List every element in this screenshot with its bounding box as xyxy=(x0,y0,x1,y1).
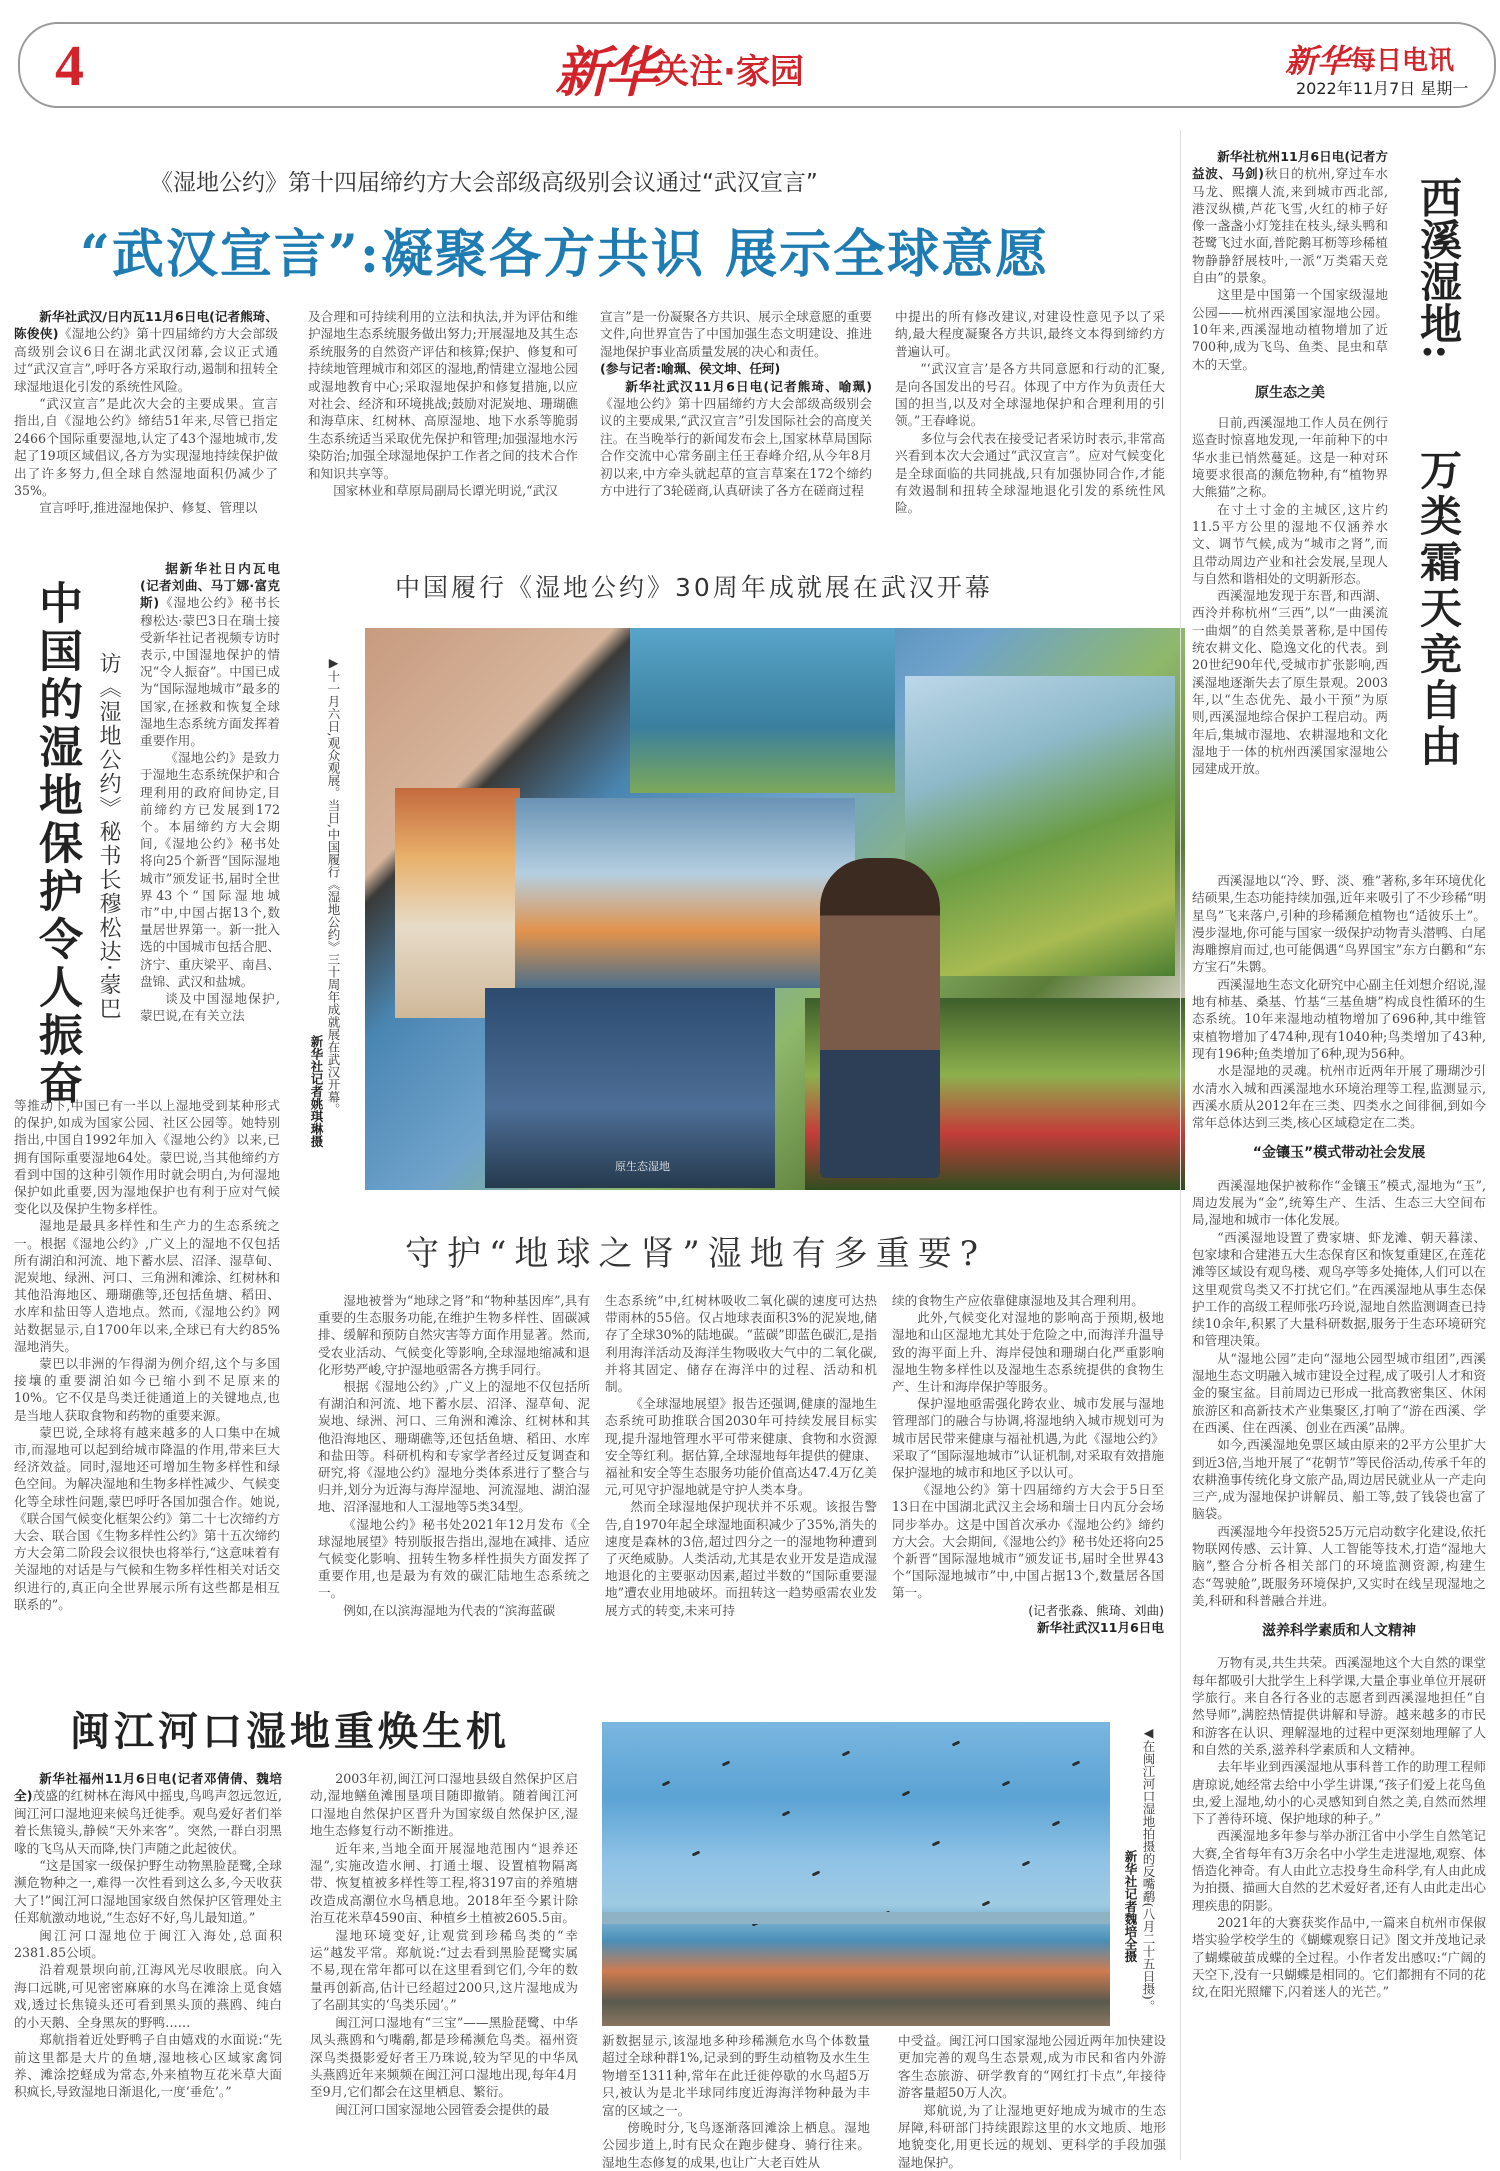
visitor-figure xyxy=(820,858,940,1178)
lead-column-2: 及合理和可持续利用的立法和执法,并为评估和维护湿地生态系统服务做出努力;开展湿地及其生态系统服务的自然资产评估和核算;保护、修复和可持续地管理城市和郊区的湿地,酌情建立湿地公园或湿地教育中心;采取湿地保护和修复措施,以应对社会、经济和环境挑战;鼓励对泥炭地、珊瑚礁和海草床、红树林、高原湿地、地下水系等脆弱生态系统适当采取优先保护和管理;加强湿地水污染防治;加强全球湿地保护工作者之间的技术合作和知识共享等。 国家林业和草原局副局长谭光明说,“武汉 xyxy=(308,309,578,499)
exhibition-photo xyxy=(365,628,1185,1190)
interview-title: 中国的湿地保护令人振奋 xyxy=(31,580,82,1108)
dateline: 新华社武汉11月6日电(记者熊琦、喻珮) xyxy=(625,378,872,394)
lead-column-3: 宣言”是一份凝聚各方共识、展示全球意愿的重要文件,向世界宣告了中国加强生态文明建设、推进湿地保护事业高质量发展的决心和责任。 (参与记者:喻珮、侯文坤、任珂) 新华社武汉11月6日电(记者熊琦、喻珮)《湿地公约》第十四届缔约方大会部级高级别会议的主要成果,“武汉宣言”引发国际社会的高度关注。在当晚举行的新闻发布会上,国家林草局国际合作交流中心常务副主任王春峰介绍,从今年8月初以来,中方牵头就起草的宣言草案在172个缔约方中进行了3轮磋商,认真研读了各方在磋商过程 xyxy=(600,309,872,499)
photo-caption: ▶十一月六日,观众观展。当日,中国履行《湿地公约》三十周年成就展在武汉开幕。 xyxy=(326,655,341,1116)
lead-kicker: 《湿地公约》第十四届缔约方大会部级高级别会议通过“武汉宣言” xyxy=(150,170,818,196)
xixi-subhead-1: 原生态之美 xyxy=(1255,384,1325,401)
dateline: 据新华社日内瓦电(记者刘曲、马丁娜·富克斯) xyxy=(140,561,280,611)
minjiang-title: 闽江河口湿地重焕生机 xyxy=(70,1708,510,1755)
xixi-title-top: 西溪湿地: xyxy=(1414,176,1463,360)
birds-photo-caption: ◀在闽江河口湿地拍摄的反嘴鹬(八月二十五日摄)。 xyxy=(1141,1725,1156,2013)
interview-subtitle: 访《湿地公约》秘书长穆松达·蒙巴 xyxy=(96,652,121,1021)
xinhua-logo: 新华 xyxy=(555,40,655,104)
interview-column-bottom: 等推动下,中国已有一半以上湿地受到某种形式的保护,如成为国家公园、社区公园等。她特别指出,中国自1992年加入《湿地公约》以来,已拥有国际重要湿地64处。蒙巴说,当其他缔约方看到中国的这种引领作用时就会明白,为何湿地保护如此重要,因为湿地保护也有利于应对气候变化以及保护生物多样性。 湿地是最具多样性和生产力的生态系统之一。根据《湿地公约》,广义上的湿地不仅包括所有湖泊和河流、地下蓄水层、沼泽、湿草甸、泥炭地、绿洲、河口、三角洲和滩涂、红树林和其他沿海地区、珊瑚礁等,还包括鱼塘、稻田、水库和盐田等人造地点。然而,《湿地公约》网站数据显示,自1700年以来,全球已有大约85%湿地消失。 蒙巴以非洲的乍得湖为例介绍,这个与多国接壤的重要湖泊如今已缩小到不足原来的10%。它不仅是鸟类迁徙通道上的关键地点,也是当地人获取食物和药物的重要来源。 蒙巴说,全球将有越来越多的人口集中在城市,而湿地可以起到给城市降温的作用,带来巨大经济效益。同时,湿地还可增加生物多样性和绿色空间。为解决湿地和生物多样性减少、气候变化等全球性问题,蒙巴呼吁各国加强合作。她说,《联合国气候变化框架公约》第二十七次缔约方大会、联合国《生物多样性公约》第十五次缔约方大会第二阶段会议很快也将举行,“这意味着有关湿地的对话是与气候和生物多样性相关对话交织进行的,真正向全世界展示所有这些都是相互联系的”。 xyxy=(14,1098,280,1612)
xixi-title-bottom: 万类霜天竞自由 xyxy=(1414,448,1463,770)
kidney-credit: (记者张淼、熊琦、刘曲) xyxy=(1028,1602,1164,1618)
panel-label: 原生态湿地 xyxy=(615,1160,670,1173)
birds-photo xyxy=(602,1722,1110,2026)
photo-panel-sunset xyxy=(515,798,855,988)
paper-logo: 新华 xyxy=(1285,42,1350,80)
kidney-story-title: 守护“地球之肾”湿地有多重要? xyxy=(405,1234,986,1274)
minjiang-column-2: 2003年初,闽江河口湿地县级自然保护区启动,湿地鳝鱼滩围垦项目随即撤销。随着闽江河口湿地自然保护区晋升为国家级自然保护区,湿地生态修复行动不断推进。 近年来,当地全面开展湿地范围内“退养还湿”,实施改造水闸、打通土堰、设置植物隔离带、恢复植被多样性等工程,将3197亩的养殖塘改造成高潮位水鸟栖息地。2018年至今累计除治互花米草4590亩、种植乡土植被2605.5亩。 湿地环境变好,让观赏到珍稀鸟类的“幸运”越发平常。郑航说:“过去看到黑脸琵鹭实属不易,现在常年都可以在这里看到它们,今年的数量再创新高,估计已经超过200只,这片湿地成为了名副其实的‘鸟类乐园’。” 闽江河口湿地有“三宝”——黑脸琵鹭、中华凤头燕鸥和勺嘴鹬,都是珍稀濒危鸟类。福州资深鸟类摄影爱好者王乃珠说,较为罕见的中华凤头燕鸥近年来频频在闽江河口湿地出现,每年4月至9月,它们都会在这里栖息、繁衍。 闽江河口国家湿地公园管委会提供的最 xyxy=(310,1771,578,2117)
paper-name: 每日电讯 xyxy=(1350,46,1455,76)
minjiang-column-4: 中受益。闽江河口国家湿地公园近两年加快建设更加完善的观鸟生态景观,成为市民和省内外游客生态旅游、研学教育的“网红打卡点”,年接待游客量超50万人次。 郑航说,为了让湿地更好地成为城市的生态屏障,科研部门持续跟踪这里的水文地质、地形地貌变化,用更长远的规划、更科学的手段加强湿地保护。 xyxy=(898,2033,1166,2170)
dateline: 新华社福州11月6日电(记者邓倩倩、魏培全) xyxy=(14,1771,282,1804)
minjiang-column-3: 新数据显示,该湿地多种珍稀濒危水鸟个体数量超过全球种群1%,记录到的野生动植物及水生生物增至1311种,常年在此迁徙停歇的水鸟超5万只,被认为是北半球同纬度近海海洋物种最为丰富的区域之一。 傍晚时分,飞鸟逐渐落回滩涂上栖息。湿地公园步道上,时有民众在跑步健身、骑行往来。湿地生态修复的成果,也让广大老百姓从 xyxy=(602,2033,870,2170)
issue-date: 2022年11月7日 星期一 xyxy=(1296,79,1469,98)
xixi-column-top: 新华社杭州11月6日电(记者方益波、马剑)秋日的杭州,穿过车水马龙、熙攘人流,来到城市西北部,港汊纵横,芦花飞雪,火红的柿子好像一盏盏小灯笼挂在枝头,绿头鸭和苍鹭飞过水面,普陀鹅耳枥等珍稀植物静静舒展枝叶,一派“万类霜天竞自由”的景象。 这里是中国第一个国家级湿地公园——杭州西溪国家湿地公园。10年来,西溪湿地动植物增加了近700种,成为飞鸟、鱼类、昆虫和草木的天堂。 原生态之美 日前,西溪湿地工作人员在例行巡查时惊喜地发现,一年前种下的中华水韭已悄然蔓延。这是一种对环境要求很高的濒危物种,有“植物界大熊猫”之称。 在寸土寸金的主城区,这片约11.5平方公里的湿地不仅涵养水文、调节气候,成为“城市之肾”,而且带动周边产业和社会发展,呈现人与自然和谐相处的文明新形态。 西溪湿地发现于东晋,和西湖、西泠并称杭州“三西”,以“一曲溪流一曲烟”的自然美景著称,是中国传统农耕文化、隐逸文化的代表。到20世纪90年代,受城市扩张影响,西溪湿地逐渐失去了原生景观。2003年,以“生态优先、最小干预”为原则,西溪湿地综合保护工程启动。两年后,集城市湿地、农耕湿地和文化湿地于一体的杭州西溪国家湿地公园建成开放。 xyxy=(1192,149,1388,777)
dateline: 新华社杭州11月6日电(记者方益波、马剑) xyxy=(1192,149,1388,182)
column-divider xyxy=(1180,130,1181,2160)
section-title: 关注·家园 xyxy=(655,52,804,92)
minjiang-column-1: 新华社福州11月6日电(记者邓倩倩、魏培全)茂盛的红树林在海风中摇曳,鸟鸣声忽远忽近,闽江河口湿地迎来候鸟迁徙季。观鸟爱好者们举着长焦镜头,静候“天外来客”。突然,一群白羽黑喙的飞鸟从天而降,快门声随之此起彼伏。 “这是国家一级保护野生动物黑脸琵鹭,全球濒危物种之一,难得一次性看到这么多,今天收获大了!”闽江河口湿地国家级自然保护区管理处主任郑航激动地说,“生态好不好,鸟儿最知道。” 闽江河口湿地位于闽江入海处,总面积2381.85公顷。 沿着观景坝向前,江海风光尽收眼底。向入海口远眺,可见密密麻麻的水鸟在滩涂上觅食嬉戏,透过长焦镜头还可看到黑头顶的燕鸥、纯白的小天鹅、全身黑灰的野鸭…… 郑航指着近处野鸭子自由嬉戏的水面说:“先前这里都是大片的鱼塘,湿地核心区域家禽饲养、滩涂挖蛏成为常态,外来植物互花米草大面积疯长,导致湿地日渐退化,一度‘垂危’。” xyxy=(14,1771,282,2100)
lead-headline: “武汉宣言”:凝聚各方共识 展示全球意愿 xyxy=(80,224,1050,285)
page-number: 4 xyxy=(55,33,84,98)
xixi-subhead-3: 滋养科学素质和人文精神 xyxy=(1262,1623,1416,1640)
dateline: 新华社武汉/日内瓦11月6日电(记者熊琦、陈俊侠) xyxy=(14,309,278,342)
photo-panel-lake xyxy=(630,628,895,793)
kidney-column-1: 湿地被誉为“地球之肾”和“物种基因库”,具有重要的生态服务功能,在维护生物多样性、固碳减排、缓解和预防自然灾害等方面作用显著。然而,受农业活动、气候变化等影响,全球湿地缩减和退化形势严峻,守护湿地亟需各方携手同行。 根据《湿地公约》,广义上的湿地不仅包括所有湖泊和河流、地下蓄水层、沼泽、湿草甸、泥炭地、绿洲、河口、三角洲和滩涂、红树林和其他沿海地区、珊瑚礁等,还包括鱼塘、稻田、水库和盐田等。科研机构和专家学者经过反复调查和研究,将《湿地公约》湿地分类体系进行了整合与归并,划分为近海与海岸湿地、河流湿地、湖泊湿地、沼泽湿地和人工湿地等5类34型。 《湿地公约》秘书处2021年12月发布《全球湿地展望》特别版报告指出,湿地在减排、适应气候变化影响、扭转生物多样性损失方面发挥了重要作用,也是最为有效的碳汇陆地生态系统之一。 例如,在以滨海湿地为代表的“滨海蓝碳 xyxy=(318,1293,590,1618)
photo-panel-wetland-aerial xyxy=(905,676,1175,976)
kidney-column-3: 续的食物生产应依靠健康湿地及其合理利用。 此外,气候变化对湿地的影响高于预期,极地湿地和山区湿地尤其处于危险之中,而海洋升温导致的海平面上升、海岸侵蚀和珊瑚白化严重影响湿地生物多样性以及湿地生态系统提供的食物生产、生计和海岸保护等服务。 保护湿地亟需强化跨农业、城市发展与湿地管理部门的融合与协调,将湿地纳入城市规划可为城市居民带来健康与福祉机遇,为此《湿地公约》采取了“国际湿地城市”认证机制,对采取有效措施保护湿地的城市和地区予以认可。 《湿地公约》第十四届缔约方大会于5日至13日在中国湖北武汉主会场和瑞士日内瓦分会场同步举办。这是中国首次承办《湿地公约》缔约方大会。大会期间,《湿地公约》秘书处还将向25个新晋“国际湿地城市”颁发证书,届时全世界43个“国际湿地城市”中,中国占据13个,数量居各国第一。 (记者张淼、熊琦、刘曲) 新华社武汉11月6日电 xyxy=(892,1293,1164,1635)
kidney-column-2: 生态系统”中,红树林吸收二氧化碳的速度可达热带雨林的55倍。仅占地球表面积3%的泥炭地,储存了全球30%的陆地碳。“蓝碳”即蓝色碳汇,是指利用海洋活动及海洋生物吸收大气中的二氧化碳,并将其固定、储存在海洋中的过程、活动和机制。 《全球湿地展望》报告还强调,健康的湿地生态系统可助推联合国2030年可持续发展目标实现,提升湿地管理水平可带来健康、食物和水资源安全等红利。据估算,全球湿地每年提供的健康、福祉和安全等生态服务功能价值高达47.4万亿美元,可见守护湿地就是守护人类本身。 然而全球湿地保护现状并不乐观。该报告警告,自1970年起全球湿地面积减少了35%,消失的速度是森林的3倍,超过四分之一的湿地物种遭到了灭绝威胁。人类活动,尤其是农业开发是造成湿地退化的主要驱动因素,超过半数的“国际重要湿地”遭农业用地破坏。而扭转这一趋势亟需农业发展方式的转变,未来可持 xyxy=(605,1293,877,1618)
lead-column-4: 中提出的所有修改建议,对建设性意见予以了采纳,最大程度凝聚各方共识,最终文本得到缔约方普遍认可。 “‘武汉宣言’是各方共同意愿和行动的汇聚,是向各国发出的号召。体现了中方作为负责任大国的担当,以及对全球湿地保护和合理利用的引领。”王春峰说。 多位与会代表在接受记者采访时表示,非常高兴看到本次大会通过“武汉宣言”。应对气候变化是全球面临的共同挑战,只有加强协同合作,才能有效遏制和扭转全球湿地退化引发的系统性风险。 xyxy=(895,309,1165,516)
bridge xyxy=(602,1912,1110,1924)
xixi-column-bottom: 西溪湿地以“冷、野、淡、雅”著称,多年环境优化结硕果,生态功能持续加强,近年来吸引了不少珍稀“明星鸟”飞来落户,引种的珍稀濒危植物也“适彼乐土”。漫步湿地,你可能与国家一级保护动物青头潜鸭、白尾海雕擦肩而过,也可能偶遇“鸟界国宝”东方白鹳和“东方宝石”朱鹮。 西溪湿地生态文化研究中心副主任刘想介绍说,湿地有柿基、桑基、竹基“三基鱼塘”构成良性循环的生态系统。10年来湿地动植物增加了696种,其中维管束植物增加了474种,现有1040种;鸟类增加了43种,现有196种;鱼类增加了6种,现为56种。 水是湿地的灵魂。杭州市近两年开展了珊瑚沙引水清水入城和西溪湿地水环境治理等工程,监测显示,西溪水质从2012年在三类、四类水之间徘徊,到如今常年总体达到三类,核心区域稳定在二类。 “金镶玉”模式带动社会发展 西溪湿地保护被称作“金镶玉”模式,湿地为“玉”,周边发展为“金”,统筹生产、生活、生态三大空间布局,湿地和城市一体化发展。 “西溪湿地设置了费家塘、虾龙滩、朝天暮漾、包家埭和合建港五大生态保育区和恢复重建区,在莲花滩等区域设有观鸟楼、观鸟亭等多处掩体,人们可以在这里观赏鸟类又不打扰它们。”在西溪湿地从事生态保护工作的高级工程师张巧玲说,湿地自然监测调查已持续10余年,积累了大量科研数据,服务于生态环境研究和管理决策。 从“湿地公园”走向“湿地公园型城市组团”,西溪湿地生态文明融入城市建设全过程,成了吸引人才和资金的聚宝盆。目前周边已形成一批高教密集区、休闲旅游区和高新技术产业集聚区,打响了“游在西溪、学在西溪、住在西溪、创业在西溪”品牌。 如今,西溪湿地免票区域由原来的2平方公里扩大到近3倍,当地开展了“花朝节”等民俗活动,传承千年的农耕渔事传统化身文旅产品,周边居民就业从一产走向三产,成为湿地保护讲解员、船工等,鼓了钱袋也富了脑袋。 西溪湿地今年投资525万元启动数字化建设,依托物联网传感、云计算、人工智能等技术,打造“湿地大脑”,整合分析各相关部门的环境监测资源,构建生态“驾驶舱”,既服务环境保护,又实时在线呈现湿地之美,科研和科普融合并进。 滋养科学素质和人文精神 万物有灵,共生共荣。西溪湿地这个大自然的课堂每年都吸引大批学生上科学课,大量企事业单位开展研学旅行。来自各行各业的志愿者到西溪湿地担任“自然导师”,满腔热情提供讲解和导游。越来越多的市民和游客在认识、理解湿地的过程中更深刻地理解了人和自然的关系,滋养科学素质和人文精神。 去年毕业到西溪湿地从事科普工作的助理工程师唐琼说,她经常去给中小学生讲课,“孩子们爱上花鸟鱼虫,爱上湿地,幼小的心灵感知到自然之美,自然而然埋下了善待环境、保护地球的种子。” 西溪湿地多年参与举办浙江省中小学生自然笔记大赛,全省每年有3万余名中小学生走进湿地,观察、体悟造化神奇。有人由此立志投身生命科学,有人由此成为拍摄、描画大自然的艺术爱好者,还有人由此走出心理疾患的阴影。 2021年的大赛获奖作品中,一篇来自杭州市保俶塔实验学校学生的《蝴蝶观察日记》图文并茂地记录了蝴蝶破茧成蝶的全过程。小作者发出感叹:“广阔的天空下,没有一只蝴蝶是相同的。它们都拥有不同的花纹,在阳光照耀下,闪着迷人的光芒。” xyxy=(1192,873,1486,2000)
interview-column-top: 据新华社日内瓦电(记者刘曲、马丁娜·富克斯)《湿地公约》秘书长穆松达·蒙巴3日在瑞士接受新华社记者视频专访时表示,中国湿地保护的情况“令人振奋”。中国已成为“国际湿地城市”最多的国家,在拯救和恢复全球湿地生态系统方面发挥着重要作用。 《湿地公约》是致力于湿地生态系统保护和合理利用的政府间协定,目前缔约方已发展到172个。本届缔约方大会期间,《湿地公约》秘书处将向25个新晋“国际湿地城市”颁发证书,届时全世界43个“国际湿地城市”中,中国占据13个,数量居世界第一。新一批入选的中国城市包括合肥、济宁、重庆梁平、南昌、盘锦、武汉和盐城。 谈及中国湿地保护,蒙巴说,在有关立法 xyxy=(140,561,280,1024)
photo-panel-farmer xyxy=(395,788,520,1018)
photo-section-title: 中国履行《湿地公约》30周年成就展在武汉开幕 xyxy=(395,573,993,602)
birds-photo-credit: 新华社记者魏培全摄 xyxy=(1123,1850,1138,1963)
contributors-credit: (参与记者:喻珮、侯文坤、任珂) xyxy=(600,361,781,377)
kidney-dateline: 新华社武汉11月6日电 xyxy=(1036,1619,1164,1635)
xixi-subhead-2: “金镶玉”模式带动社会发展 xyxy=(1252,1145,1426,1162)
lead-column-1: 新华社武汉/日内瓦11月6日电(记者熊琦、陈俊侠)《湿地公约》第十四届缔约方大会部级高级别会议6日在湖北武汉闭幕,会议正式通过“武汉宣言”,呼吁各方采取行动,遏制和扭转全球湿地退化引发的系统性风险。 “武汉宣言”是此次大会的主要成果。宣言指出,自《湿地公约》缔结51年来,尽管已指定2466个国际重要湿地,认定了43个湿地城市,发起了19项区域倡议,各方为实现湿地持续保护做出了许多努力,但全球自然湿地面积仍减少了35%。 宣言呼吁,推进湿地保护、修复、管理以 xyxy=(14,309,278,516)
photo-credit: 新华社记者姚琪琳摄 xyxy=(309,1035,324,1148)
